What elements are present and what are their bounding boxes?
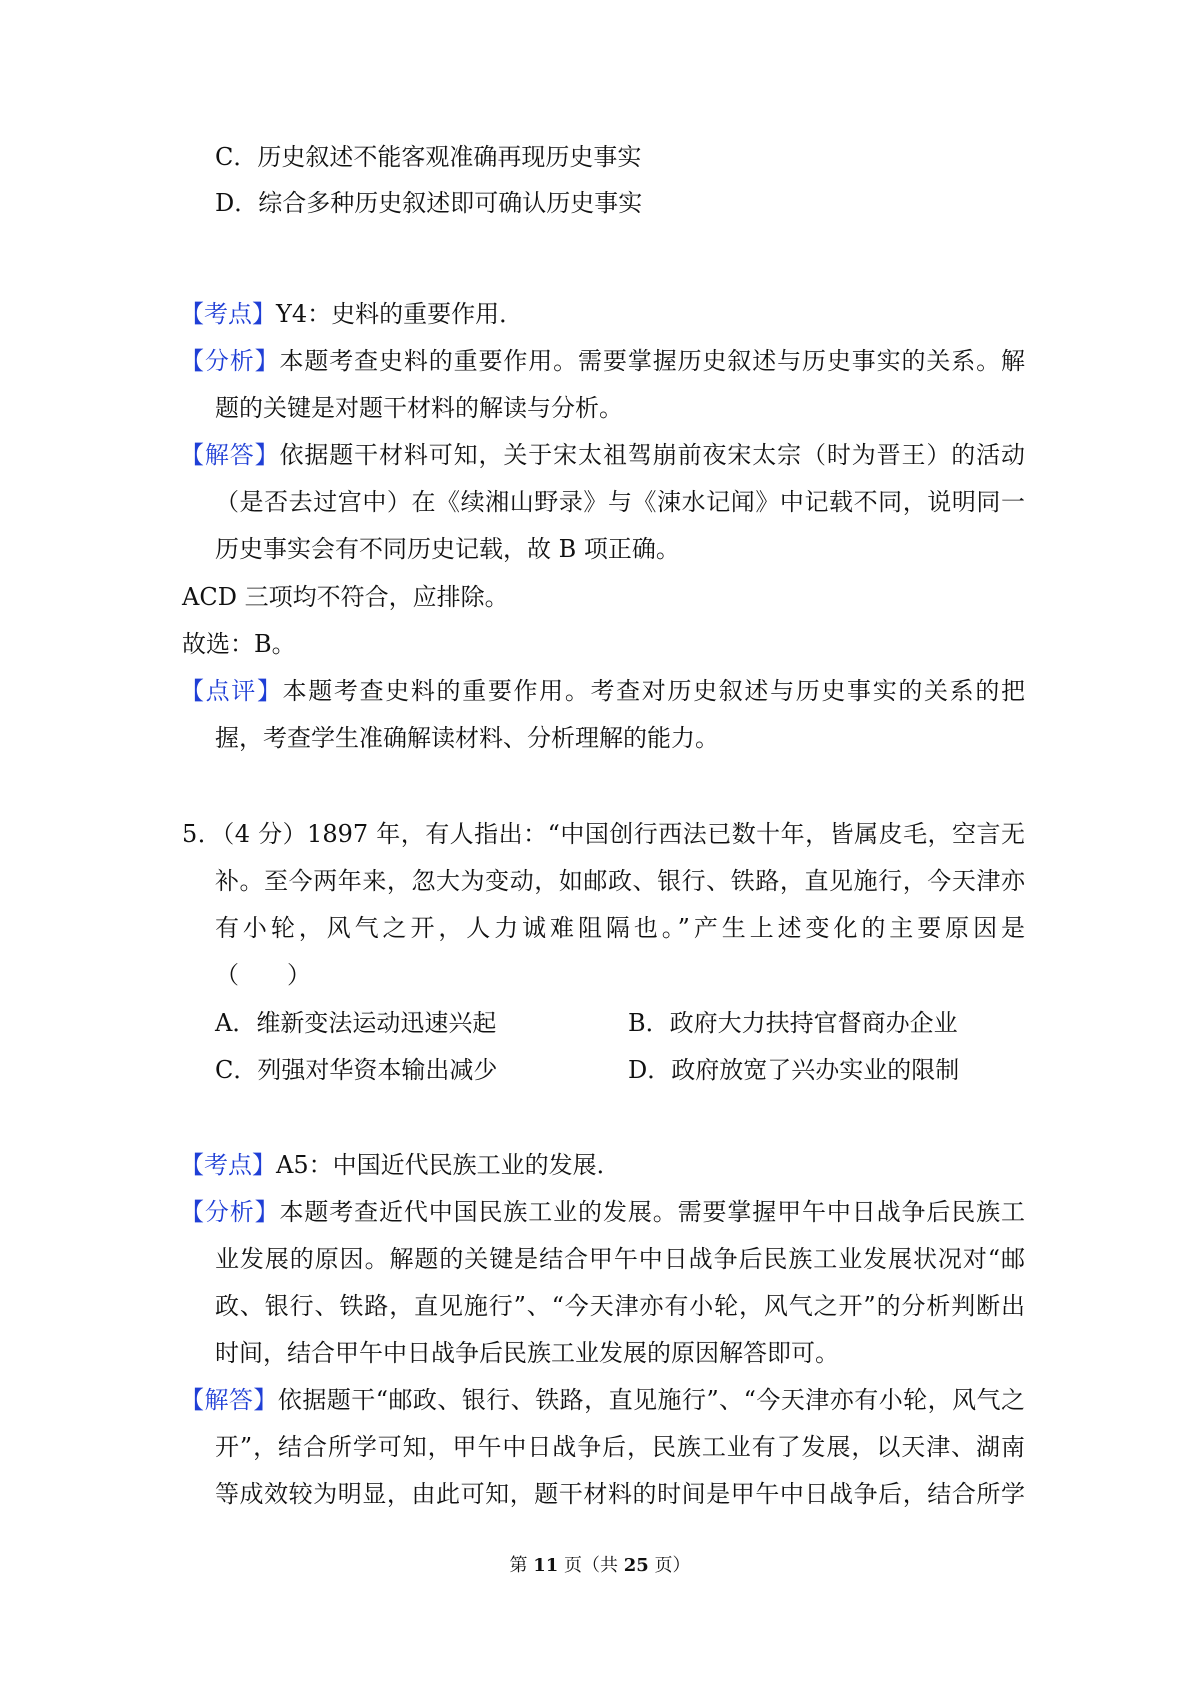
q4-dianping-line-1 bbox=[180, 674, 1025, 708]
q4-jieda-line-2: （是否去过宫中）在《续湘山野录》与《涑水记闻》中记载不同，说明同一 bbox=[215, 488, 1025, 516]
q5-jieda-line-3: 等成效较为明显，由此可知，题干材料的时间是甲午中日战争后，结合所学 bbox=[215, 1480, 1025, 1508]
q4-option-c: C．历史叙述不能客观准确再现历史事实 bbox=[215, 143, 642, 171]
q5-stem-line-2: 补。至今两年来，忽大为变动，如邮政、银行、铁路，直见施行，今天津亦 bbox=[215, 867, 1025, 895]
jieda-tag: 【解答】 bbox=[180, 1386, 278, 1414]
fenxi-tag: 【分析】 bbox=[180, 1198, 280, 1226]
q5-option-b: B．政府大力扶持官督商办企业 bbox=[628, 1009, 958, 1037]
q5-fenxi-line-1 bbox=[180, 1195, 1025, 1229]
q4-jieda-line-3: 历史事实会有不同历史记载，故 B 项正确。 bbox=[215, 535, 680, 563]
q5-fenxi-line-4: 时间，结合甲午中日战争后民族工业发展的原因解答即可。 bbox=[215, 1339, 839, 1367]
fenxi-text: 本题考查近代中国民族工业的发展。需要掌握甲午中日战争后民族工 bbox=[279, 1198, 1025, 1226]
q4-option-d: D．综合多种历史叙述即可确认历史事实 bbox=[215, 189, 643, 217]
footer-suffix: 页） bbox=[648, 1555, 691, 1576]
q5-kaodian bbox=[180, 1148, 621, 1182]
q5-option-a: A．维新变法运动迅速兴起 bbox=[215, 1009, 497, 1037]
jieda-text: 依据题干“邮政、银行、铁路，直见施行”、“今天津亦有小轮，风气之 bbox=[277, 1386, 1026, 1414]
fenxi-text: 本题考查史料的重要作用。需要掌握历史叙述与历史事实的关系。解 bbox=[279, 347, 1025, 375]
q5-option-d: D．政府放宽了兴办实业的限制 bbox=[628, 1056, 960, 1084]
q4-dianping-line-2: 握，考查学生准确解读材料、分析理解的能力。 bbox=[215, 724, 719, 752]
q5-fenxi-line-3: 政、银行、铁路，直见施行”、“今天津亦有小轮，风气之开”的分析判断出 bbox=[215, 1292, 1025, 1320]
kaodian-tag: 【考点】 bbox=[180, 300, 276, 328]
q5-option-c: C．列强对华资本输出减少 bbox=[215, 1056, 498, 1084]
q4-jieda-line-1 bbox=[180, 438, 1025, 472]
jieda-text: 依据题干材料可知，关于宋太祖驾崩前夜宋太宗（时为晋王）的活动 bbox=[279, 441, 1025, 469]
q5-fenxi-line-2: 业发展的原因。解题的关键是结合甲午中日战争后民族工业发展状况对“邮 bbox=[215, 1245, 1025, 1273]
q4-fenxi-line-1 bbox=[180, 344, 1025, 378]
page-number: 11 bbox=[533, 1555, 559, 1576]
q5-stem-blank: （ ） bbox=[215, 961, 311, 989]
page-total: 25 bbox=[623, 1555, 649, 1576]
footer-middle: 页（共 bbox=[558, 1555, 624, 1576]
dianping-text: 本题考查史料的重要作用。考查对历史叙述与历史事实的关系的把 bbox=[282, 677, 1025, 705]
q4-fenxi-line-2: 题的关键是对题干材料的解读与分析。 bbox=[215, 394, 623, 422]
page-footer bbox=[0, 1553, 1200, 1579]
q4-exclusion-note: ACD 三项均不符合，应排除。 bbox=[182, 583, 509, 611]
q5-stem-line-1: 5．（4 分）1897 年，有人指出：“中国创行西法已数十年，皆属皮毛，空言无 bbox=[182, 820, 1025, 848]
kaodian-tag: 【考点】 bbox=[180, 1151, 276, 1179]
footer-prefix: 第 bbox=[509, 1555, 534, 1576]
jieda-tag: 【解答】 bbox=[180, 441, 280, 469]
q4-kaodian bbox=[180, 297, 523, 331]
q5-jieda-line-2: 开”，结合所学可知，甲午中日战争后，民族工业有了发展，以天津、湖南 bbox=[215, 1433, 1025, 1461]
dianping-tag: 【点评】 bbox=[180, 677, 283, 705]
kaodian-text: A5：中国近代民族工业的发展． bbox=[276, 1151, 621, 1179]
kaodian-text: Y4：史料的重要作用． bbox=[276, 300, 524, 328]
fenxi-tag: 【分析】 bbox=[180, 347, 280, 375]
q4-answer: 故选：B。 bbox=[182, 630, 296, 658]
q5-jieda-line-1 bbox=[180, 1383, 1025, 1417]
q5-stem-line-3: 有小轮，风气之开，人力诚难阻隔也。”产生上述变化的主要原因是 bbox=[215, 914, 1025, 942]
